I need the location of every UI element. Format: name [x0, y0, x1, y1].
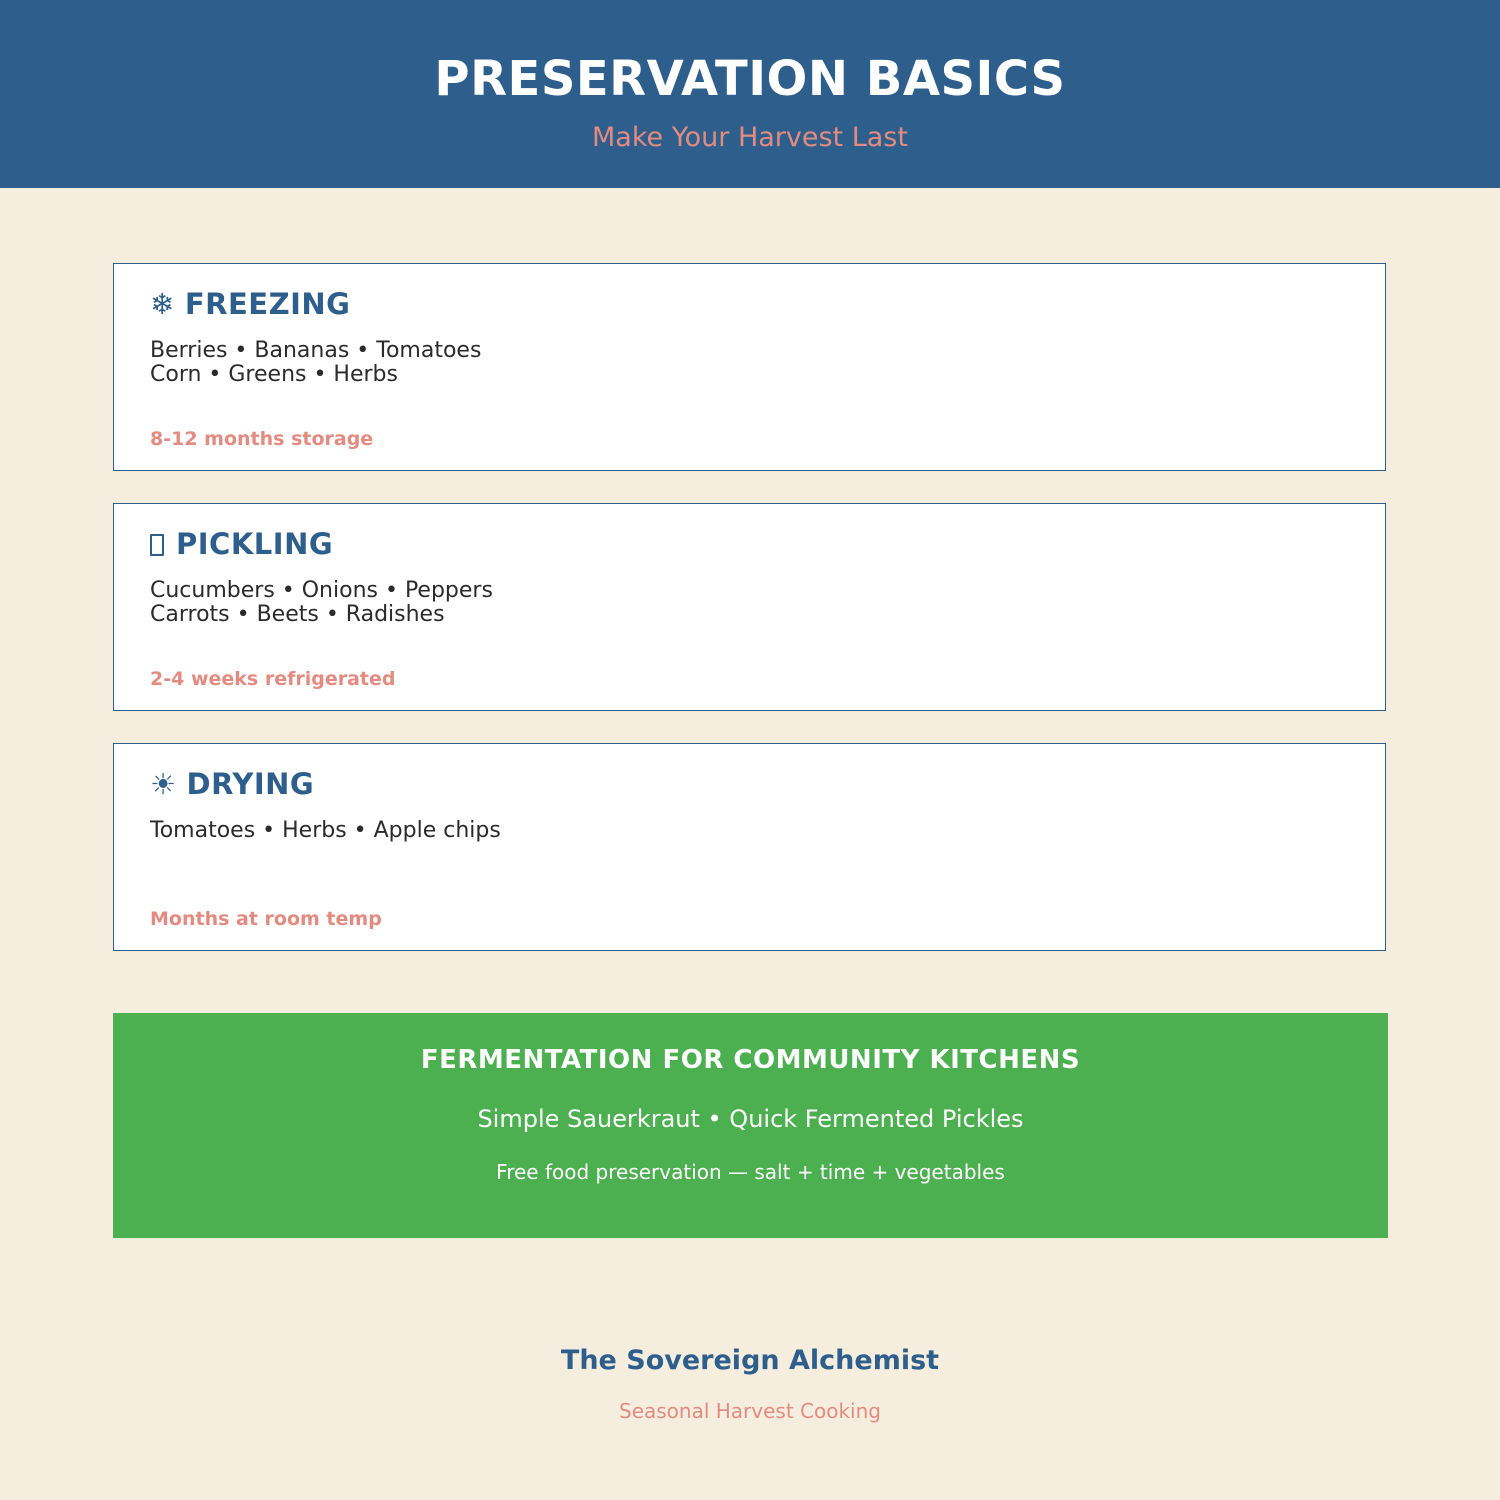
card-pickling	[113, 503, 1386, 711]
card-title-text: DRYING	[186, 767, 315, 801]
card-storage-note: Months at room temp	[150, 908, 382, 930]
card-item-line: Tomatoes • Herbs • Apple chips	[150, 818, 501, 843]
banner-items: Simple Sauerkraut • Quick Fermented Pickles	[477, 1105, 1024, 1133]
footer-subtitle: Seasonal Harvest Cooking	[619, 1399, 881, 1423]
card-item-line: Cucumbers • Onions • Peppers	[150, 578, 493, 603]
card-title	[150, 766, 314, 802]
banner-title: FERMENTATION FOR COMMUNITY KITCHENS	[420, 1045, 1081, 1075]
card-storage-note: 8-12 months storage	[150, 428, 374, 450]
card-drying	[113, 743, 1386, 951]
page-title: PRESERVATION BASICS	[434, 51, 1066, 107]
footer-title: The Sovereign Alchemist	[560, 1345, 940, 1376]
card-items	[150, 579, 493, 627]
card-title-text: PICKLING	[176, 527, 334, 561]
card-storage-note: 2-4 weeks refrigerated	[150, 668, 396, 690]
card-title-text: FREEZING	[184, 287, 351, 321]
card-items	[150, 819, 501, 843]
page-subtitle: Make Your Harvest Last	[592, 122, 908, 153]
card-items	[150, 339, 481, 387]
jar-icon	[150, 534, 164, 556]
card-item-line: Carrots • Beets • Radishes	[150, 602, 445, 627]
card-title	[150, 286, 350, 322]
sun-icon: ☀	[150, 767, 177, 801]
snowflake-icon: ❄	[150, 287, 175, 321]
card-freezing	[113, 263, 1386, 471]
header	[0, 0, 1500, 188]
banner-note: Free food preservation — salt + time + vegetables	[496, 1160, 1005, 1184]
fermentation-banner	[113, 1013, 1388, 1238]
card-item-line: Corn • Greens • Herbs	[150, 362, 398, 387]
card-title	[150, 526, 333, 562]
card-item-line: Berries • Bananas • Tomatoes	[150, 338, 482, 363]
